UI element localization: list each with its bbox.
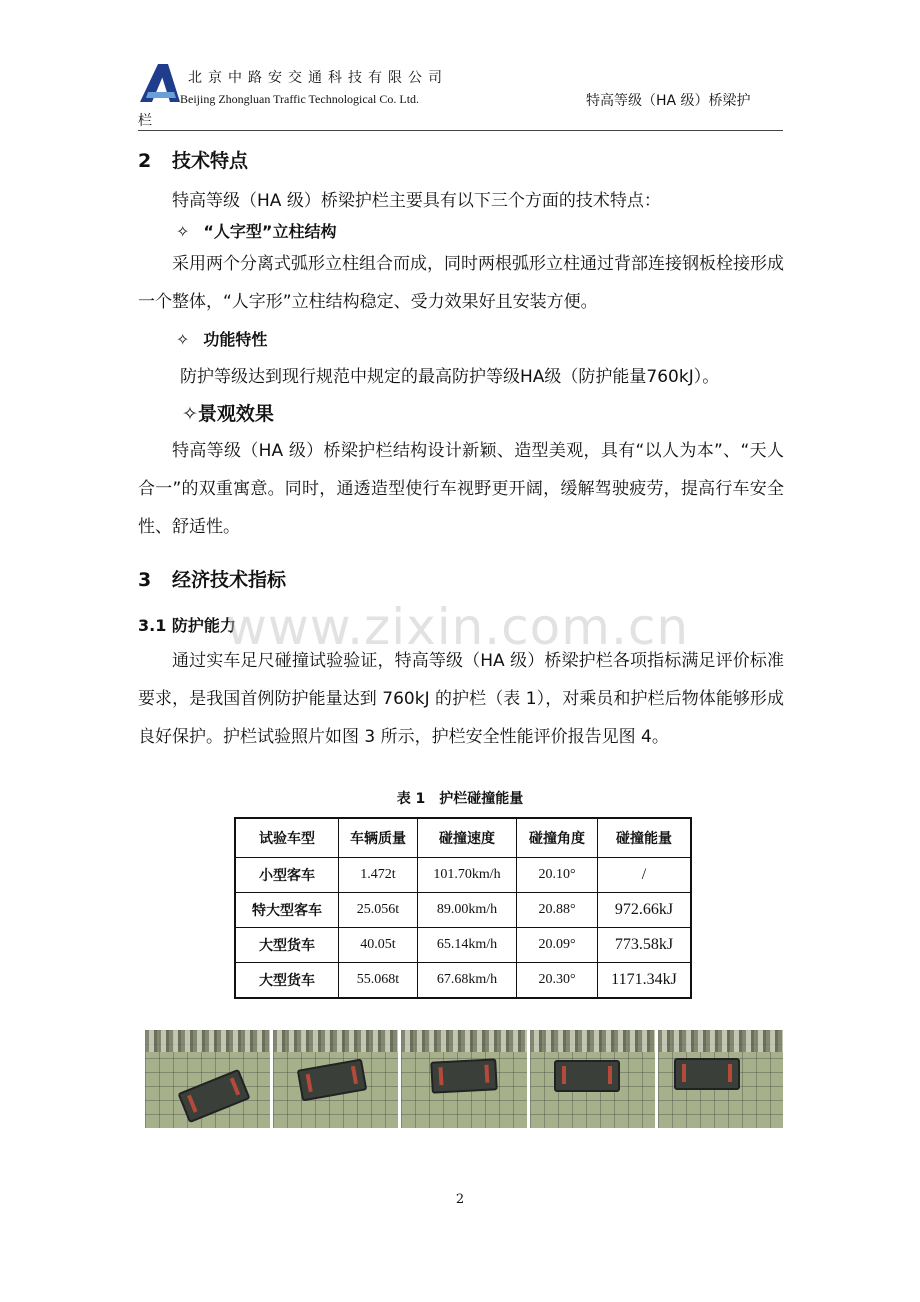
table-cell: 55.068t [339, 963, 418, 999]
feature-1-heading [176, 219, 336, 242]
watermark: www.zixin.com.cn [226, 598, 690, 656]
crash-test-photo [273, 1030, 398, 1128]
table-cell: 20.30° [517, 963, 598, 999]
table-cell: 972.66kJ [598, 893, 692, 928]
table-header-cell: 车辆质量 [339, 818, 418, 858]
table-cell: 65.14km/h [418, 928, 517, 963]
company-name-en: Beijing Zhongluan Traffic Technological Co. Ltd. [180, 92, 420, 106]
table-cell: 1.472t [339, 858, 418, 893]
header-divider [138, 130, 783, 131]
table-header-cell: 试验车型 [235, 818, 339, 858]
table-cell: 20.09° [517, 928, 598, 963]
table-cell: 773.58kJ [598, 928, 692, 963]
table-cell: 特大型客车 [235, 893, 339, 928]
test-vehicle [431, 1058, 499, 1093]
crash-test-photo [145, 1030, 270, 1128]
table-cell: 大型货车 [235, 928, 339, 963]
table-row [235, 858, 691, 893]
feature-1-text: 采用两个分离式弧形立柱组合而成，同时两根弧形立柱通过背部连接钢板栓接形成一个整体，“人字形”立柱结构稳定、受力效果好且安装方便。 [138, 254, 784, 312]
section-2-heading [138, 146, 248, 173]
crash-test-photo-strip [145, 1030, 783, 1128]
table-cell: 89.00km/h [418, 893, 517, 928]
crash-test-photo [658, 1030, 783, 1128]
test-vehicle [297, 1059, 368, 1102]
section-2-intro: 特高等级（HA 级）桥梁护栏主要具有以下三个方面的技术特点： [172, 191, 661, 211]
collision-energy-table [234, 817, 692, 999]
page-number: 2 [455, 1192, 465, 1207]
table-cell: 20.88° [517, 893, 598, 928]
guardrail [273, 1030, 398, 1052]
guardrail [658, 1030, 783, 1052]
section-3-number: 3 [138, 569, 152, 591]
table-cell: 小型客车 [235, 858, 339, 893]
company-logo [138, 62, 182, 104]
section-3-heading [138, 565, 286, 592]
table-cell: 67.68km/h [418, 963, 517, 999]
header-doc-title-wrap: 栏 [138, 113, 152, 129]
feature-1-title: “人字型”立柱结构 [203, 222, 337, 241]
guardrail [145, 1030, 270, 1052]
company-name-cn: 北京中路安交通科技有限公司 [188, 70, 448, 86]
feature-3-title: 景观效果 [197, 403, 274, 425]
guardrail [530, 1030, 655, 1052]
section-3-1-text: 通过实车足尺碰撞试验验证，特高等级（HA 级）桥梁护栏各项指标满足评价标准要求，是我国首例防护能量达到 760kJ 的护栏（表 1），对乘员和护栏后物体能够形成良好保护。护栏试验照片如图 3 所示，护栏安全性能评价报告见图 4。 [138, 651, 784, 747]
section-2-title: 技术特点 [172, 150, 249, 172]
table-cell: / [598, 858, 692, 893]
table-header-row [235, 818, 691, 858]
bullet-icon: ✧ [176, 330, 190, 349]
table-header-cell: 碰撞速度 [418, 818, 517, 858]
table-caption: 表 1 护栏碰撞能量 [396, 791, 524, 807]
section-3-1-number: 3.1 [138, 616, 167, 635]
feature-3-text: 特高等级（HA 级）桥梁护栏结构设计新颖、造型美观，具有“以人为本”、“天人合一”的双重寓意。同时，通透造型使行车视野更开阔，缓解驾驶疲劳，提高行车安全性、舒适性。 [138, 441, 784, 537]
table-cell: 大型货车 [235, 963, 339, 999]
feature-2-heading [176, 327, 267, 350]
table-cell: 1171.34kJ [598, 963, 692, 999]
bullet-icon: ✧ [182, 403, 198, 425]
table-cell: 20.10° [517, 858, 598, 893]
test-vehicle [554, 1060, 620, 1092]
section-3-1-title: 防护能力 [171, 616, 236, 635]
feature-2-title: 功能特性 [203, 330, 268, 349]
section-3-title: 经济技术指标 [172, 569, 287, 591]
guardrail [401, 1030, 526, 1052]
test-vehicle [177, 1069, 250, 1123]
section-2-number: 2 [138, 150, 152, 172]
table-header-cell: 碰撞能量 [598, 818, 692, 858]
table-cell: 101.70km/h [418, 858, 517, 893]
header-doc-title: 特高等级（HA 级）桥梁护 [586, 93, 751, 109]
table-row [235, 893, 691, 928]
table-cell: 25.056t [339, 893, 418, 928]
test-vehicle [674, 1058, 740, 1090]
table-header-cell: 碰撞角度 [517, 818, 598, 858]
feature-2-text: 防护等级达到现行规范中规定的最高防护等级HA级（防护能量760kJ）。 [180, 367, 720, 387]
table-row [235, 928, 691, 963]
feature-3-heading [182, 399, 274, 426]
section-3-1-heading [138, 613, 236, 636]
table-cell: 40.05t [339, 928, 418, 963]
crash-test-photo [401, 1030, 526, 1128]
bullet-icon: ✧ [176, 222, 190, 241]
table-row [235, 963, 691, 999]
crash-test-photo [530, 1030, 655, 1128]
